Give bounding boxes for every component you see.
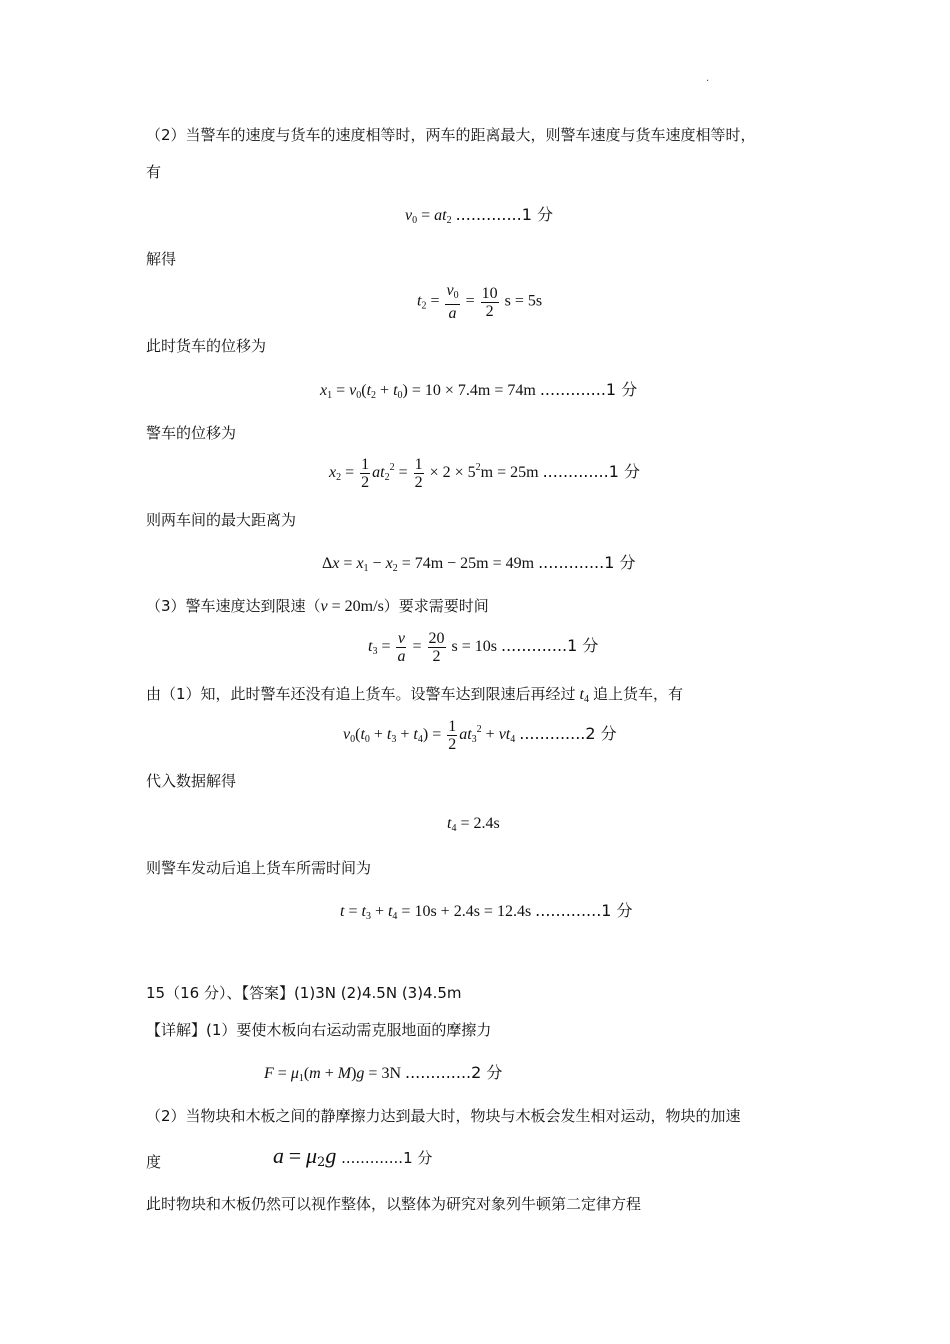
F-value: = 3N	[368, 1065, 401, 1082]
dx-score: .............1 分	[538, 553, 636, 572]
q15-p2-line2: 度	[146, 1153, 162, 1171]
p3-text-b: 追上货车，有	[593, 685, 684, 703]
equation-x2: $x_2$ = $\frac{1}{2}$ $at_2^2$ = $\frac{1}{2}$ × $2 \times 5^2m = 25m$ .............1 分	[329, 456, 640, 491]
a-score: .............1 分	[341, 1149, 433, 1167]
x1-score: .............1 分	[539, 380, 638, 399]
equation-t3: $t_3$ = $\frac{v}{a}$ = $\frac{20}{2}$ s = 10s .............1 分	[368, 630, 599, 665]
p2-intro-line2: 有	[146, 163, 162, 181]
t4-value: = 2.4s	[460, 815, 500, 832]
x1-value: = 10 × 7.4m = 74m	[411, 382, 536, 399]
x2-tail: m = 25m	[480, 464, 539, 482]
t3-score: .............1 分	[501, 636, 599, 656]
total-label: 则警车发动后追上货车所需时间为	[146, 859, 372, 877]
t3-den: 2	[432, 648, 441, 665]
equation-catch: $v_0(t_0 + t_3 + t_4)$ = $\frac{1}{2}$ $at_3^2 + vt_4$ .............2 分	[343, 718, 617, 753]
truck-disp-label: 此时货车的位移为	[146, 337, 267, 355]
catch-score: .............2 分	[519, 724, 617, 744]
equation-x1: $x_1 = v_0(t_2 + t_0) = 10 \times 7.4m = 74m$ .............1 分	[320, 380, 638, 401]
police-disp-label: 警车的位移为	[146, 424, 237, 442]
max-dist-label: 则两车间的最大距离为	[146, 511, 297, 529]
t-total-score: .............1 分	[535, 901, 633, 920]
equation-F: $F = \mu_1(m + M)g = 3N$ .............2 分	[264, 1063, 503, 1084]
t-total-value: = 10s + 2.4s = 12.4s	[401, 903, 532, 920]
equation-a: $a = \mu_2g$ .............1 分	[273, 1143, 433, 1170]
equation-v0: $v_0 = at_2$ .............1 分	[405, 205, 553, 226]
corner-mark: ·	[706, 76, 710, 87]
t2-num: 10	[481, 284, 498, 302]
equation-t-total: $t = t_3 + t_4 = 10s + 2.4s = 12.4s$ .............1 分	[340, 901, 633, 922]
q15-last: 此时物块和木板仍然可以视作整体，以整体为研究对象列牛顿第二定律方程	[146, 1195, 642, 1213]
q15-detail: 【详解】(1）要使木板向右运动需克服地面的摩擦力	[146, 1021, 492, 1039]
solve-label: 解得	[146, 250, 177, 268]
F-score: .............2 分	[405, 1063, 503, 1082]
p2-intro-line1: （2）当警车的速度与货车的速度相等时，两车的距离最大，则警车速度与货车速度相等时，	[146, 126, 756, 144]
subst-label: 代入数据解得	[146, 772, 237, 790]
equation-v0-score: .............1 分	[455, 205, 553, 224]
dx-value: = 74m − 25m = 49m	[401, 555, 535, 572]
equation-t4: $t_4 = 2.4s$	[447, 815, 500, 834]
q15-p2-line1: （2）当物块和木板之间的静摩擦力达到最大时，物块与木板会发生相对运动，物块的加速	[146, 1107, 741, 1125]
p3-label-a: （3）警车速度达到限速（	[146, 597, 321, 615]
t3-unit-expr: s = 10s	[451, 638, 497, 656]
p3-label: （3）警车速度达到限速（v = 20m/s）要求需要时间	[146, 597, 489, 615]
q15-header: 15（16 分）、【答案】(1)3N (2)4.5N (3)4.5m	[146, 984, 462, 1002]
equation-dx: $\Delta x = x_1 - x_2 = 74m - 25m = 49m$ .............1 分	[322, 553, 636, 574]
p3-text: 由（1）知，此时警车还没有追上货车。设警车达到限速后再经过 $t_4$ 追上货车，有	[146, 685, 684, 705]
p3-speed: = 20m/s	[327, 598, 384, 615]
p3-label-b: ）要求需要时间	[383, 597, 489, 615]
x2-score: .............1 分	[542, 462, 640, 482]
p3-text-a: 由（1）知，此时警车还没有追上货车。设警车达到限速后再经过	[146, 685, 576, 703]
equation-t2: $t_2$ = $\frac{v_0}{a}$ = $\frac{10}{2}$ s = 5s	[417, 282, 543, 322]
t2-unit-expr: s = 5s	[504, 292, 543, 310]
t3-num: 20	[428, 630, 445, 647]
x2-value: × 2 × 5	[429, 464, 476, 482]
t2-den: 2	[485, 302, 494, 320]
